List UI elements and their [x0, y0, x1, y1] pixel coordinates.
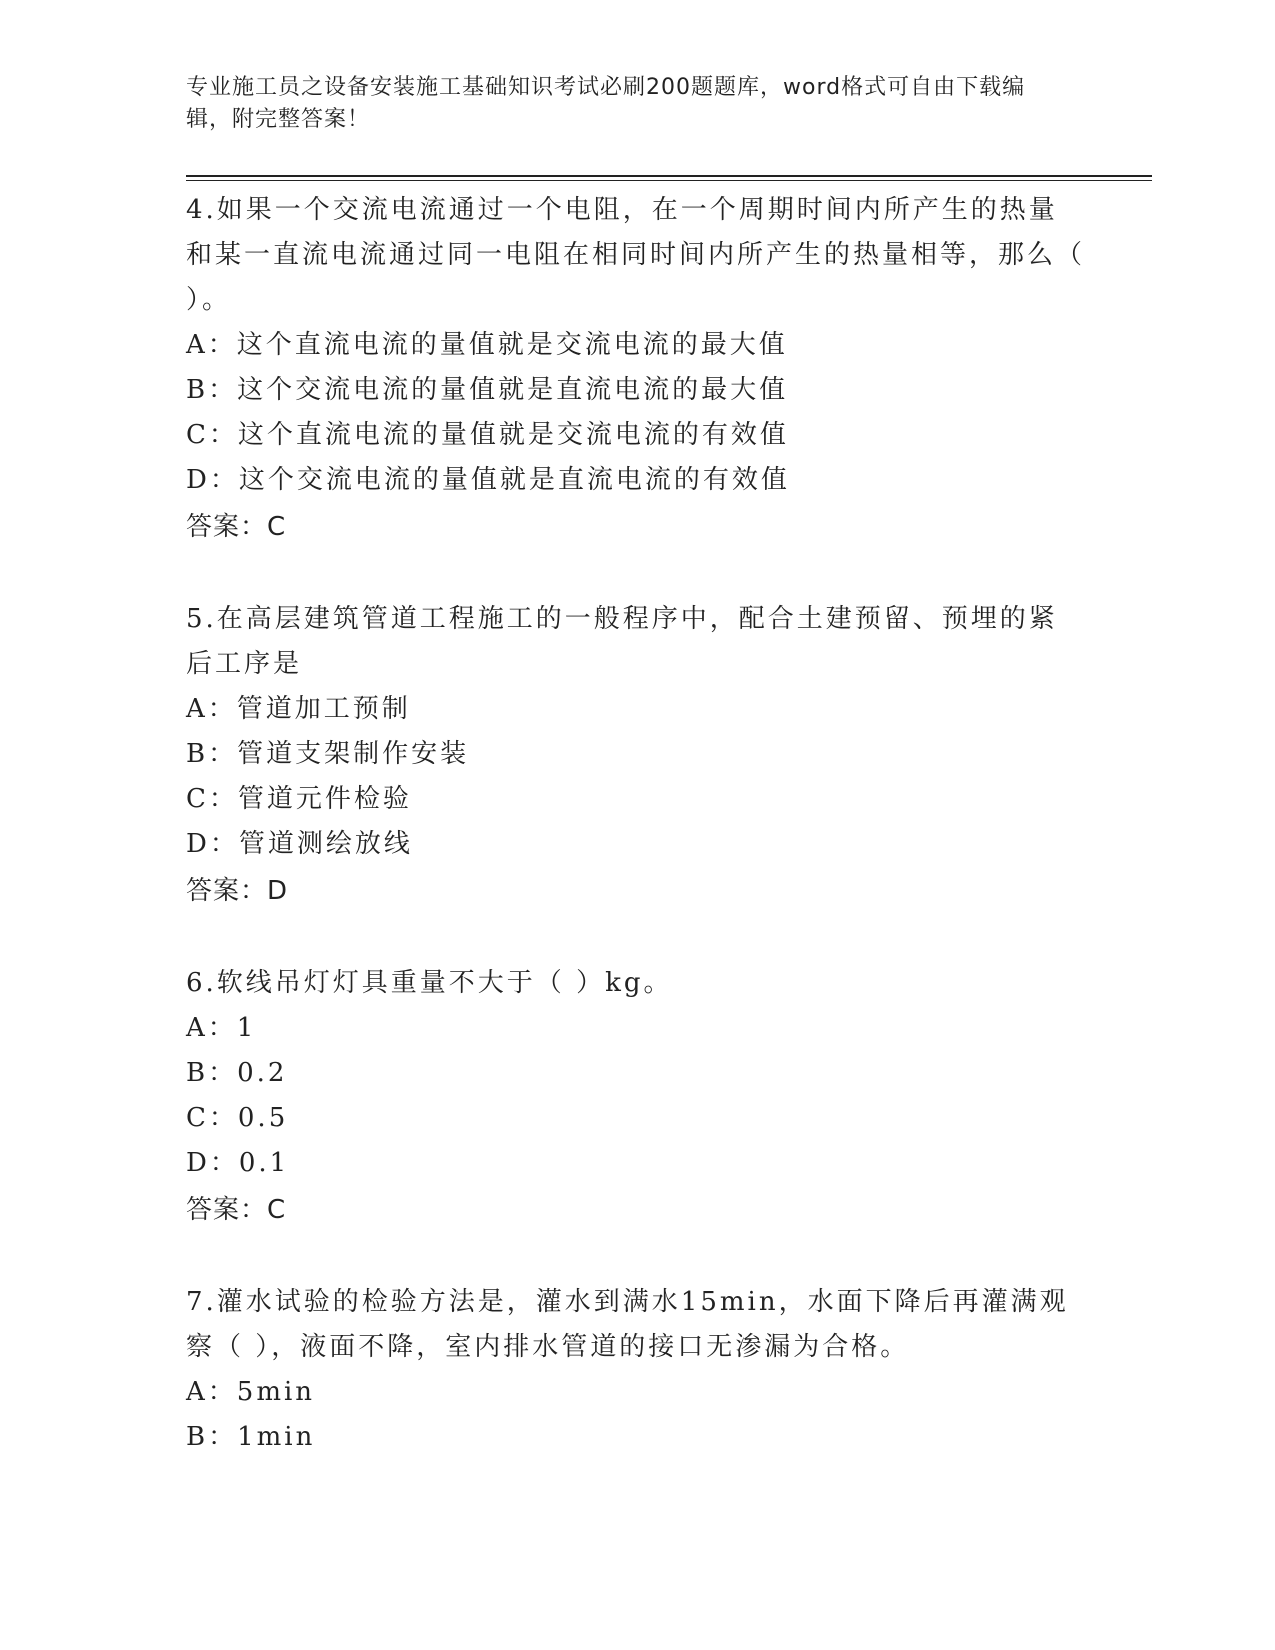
option-b: B：管道支架制作安装: [186, 739, 470, 769]
option-a: A：管道加工预制: [186, 694, 411, 724]
answer-line: 答案：C: [186, 1195, 287, 1225]
answer-line: 答案：C: [186, 512, 287, 542]
option-a: A：1: [186, 1013, 257, 1043]
question-item: [186, 188, 1086, 551]
option-b: B：1min: [186, 1422, 316, 1452]
question-stem: 4.如果一个交流电流通过一个电阻，在一个周期时间内所产生的热量和某一直流电流通过同一电阻在相同时间内所产生的热量相等，那么（ ）。: [186, 195, 1086, 315]
document-header: 专业施工员之设备安装施工基础知识考试必刷200题题库，word格式可自由下载编辑，附完整答案！: [186, 75, 1026, 132]
question-stem: 5.在高层建筑管道工程施工的一般程序中，配合土建预留、预埋的紧后工序是: [186, 604, 1058, 679]
option-c: C：管道元件检验: [186, 784, 412, 814]
option-d: D：这个交流电流的量值就是直流电流的有效值: [186, 465, 790, 495]
question-list: [186, 188, 1086, 1506]
option-d: D：0.1: [186, 1148, 290, 1178]
option-c: C：这个直流电流的量值就是交流电流的有效值: [186, 420, 789, 450]
header-divider-thick: [186, 175, 1152, 177]
question-item: [186, 1280, 1086, 1460]
question-stem: 6.软线吊灯灯具重量不大于（ ）kg。: [186, 968, 673, 998]
header-divider-thin: [186, 180, 1152, 181]
option-b: B：这个交流电流的量值就是直流电流的最大值: [186, 375, 789, 405]
question-item: [186, 961, 1086, 1234]
option-a: A：这个直流电流的量值就是交流电流的最大值: [186, 330, 788, 360]
option-b: B：0.2: [186, 1058, 288, 1088]
answer-line: 答案：D: [186, 876, 289, 906]
question-item: [186, 597, 1086, 915]
option-a: A：5min: [186, 1377, 316, 1407]
option-c: C：0.5: [186, 1103, 289, 1133]
question-stem: 7.灌水试验的检验方法是，灌水到满水15min，水面下降后再灌满观察（ ），液面不降，室内排水管道的接口无渗漏为合格。: [186, 1287, 1069, 1362]
option-d: D：管道测绘放线: [186, 829, 413, 859]
